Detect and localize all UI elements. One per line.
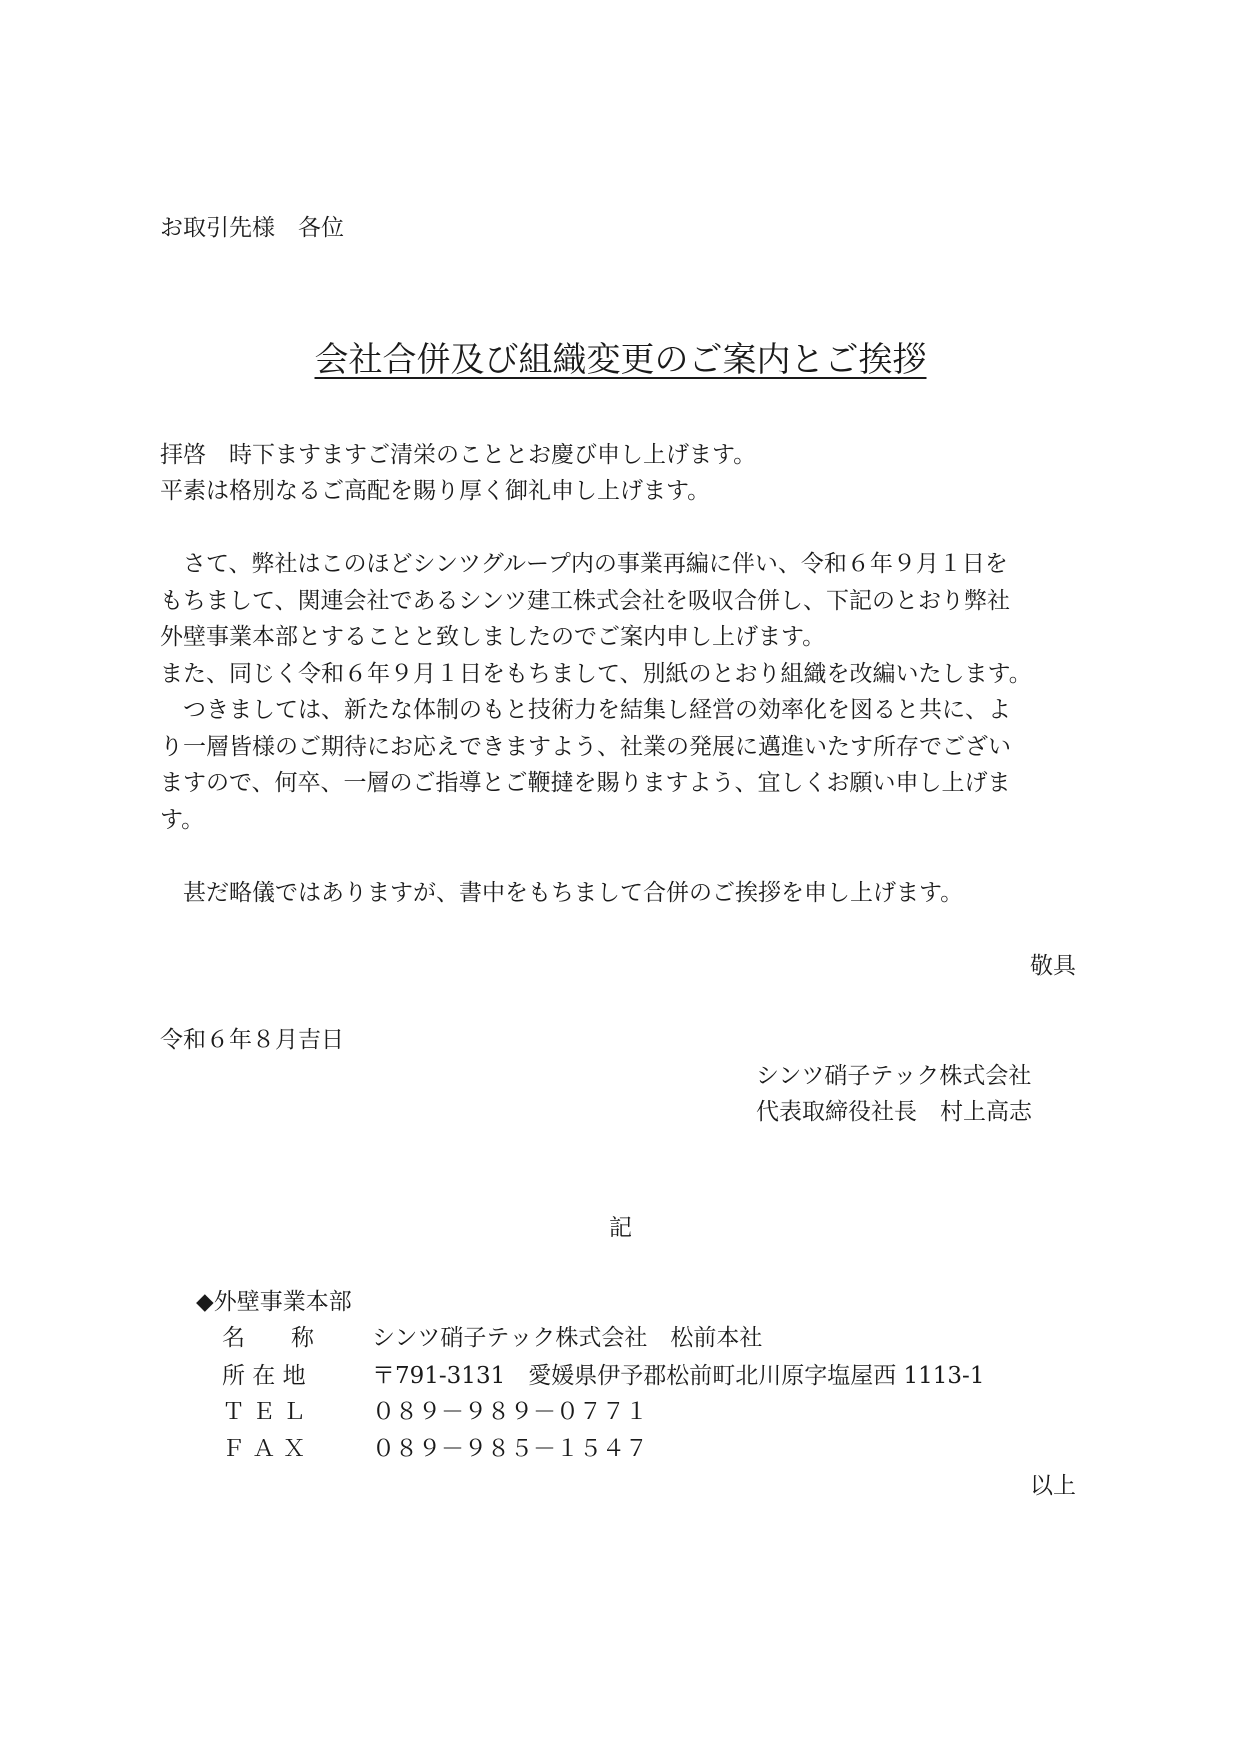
- body-line: 外壁事業本部とすることと致しましたのでご案内申し上げます。: [160, 624, 826, 650]
- division-heading: ◆外壁事業本部: [196, 1289, 352, 1315]
- detail-value: シンツ硝子テック株式会社 松前本社: [372, 1325, 763, 1351]
- representative: 代表取締役社長 村上高志: [756, 1099, 1032, 1125]
- ki-heading: 記: [609, 1215, 632, 1241]
- body-line: さて、弊社はこのほどシンツグループ内の事業再編に伴い、令和６年９月１日を: [160, 551, 1008, 577]
- detail-label: 所 在 地: [222, 1363, 306, 1389]
- detail-label: Ｆ Ａ Ｘ: [222, 1436, 306, 1462]
- detail-value: ０８９－９８５－１５４７: [372, 1436, 648, 1462]
- detail-value: 〒791-3131 愛媛県伊予郡松前町北川原字塩屋西 1113-1: [372, 1363, 985, 1389]
- document-title: 会社合併及び組織変更のご案内とご挨拶: [314, 340, 927, 380]
- greeting-line: 平素は格別なるご高配を賜り厚く御礼申し上げます。: [160, 478, 711, 504]
- detail-label: 名 称: [222, 1325, 314, 1351]
- company-name: シンツ硝子テック株式会社: [756, 1063, 1032, 1089]
- keigu: 敬具: [1030, 953, 1076, 979]
- body-line: つきましては、新たな体制のもと技術力を結集し経営の効率化を図ると共に、よ: [160, 697, 1011, 723]
- body-line: ますので、何卒、一層のご指導とご鞭撻を賜りますよう、宜しくお願い申し上げま: [160, 770, 1011, 796]
- body-line: もちまして、関連会社であるシンツ建工株式会社を吸収合併し、下記のとおり弊社: [160, 588, 1010, 614]
- detail-label: Ｔ Ｅ Ｌ: [222, 1399, 306, 1425]
- body-line: す。: [160, 807, 205, 833]
- body-line: また、同じく令和６年９月１日をもちまして、別紙のとおり組織を改編いたします。: [160, 661, 1032, 687]
- addressee: お取引先様 各位: [160, 215, 344, 241]
- date: 令和６年８月吉日: [160, 1027, 344, 1053]
- greeting-line: 拝啓 時下ますますご清栄のこととお慶び申し上げます。: [160, 442, 757, 468]
- closing-line: 甚だ略儀ではありますが、書中をもちまして合併のご挨拶を申し上げます。: [160, 880, 964, 906]
- ijou: 以上: [1030, 1473, 1076, 1499]
- body-line: り一層皆様のご期待にお応えできますよう、社業の発展に邁進いたす所存でござい: [160, 734, 1011, 760]
- detail-value: ０８９－９８９－０７７１: [372, 1399, 648, 1425]
